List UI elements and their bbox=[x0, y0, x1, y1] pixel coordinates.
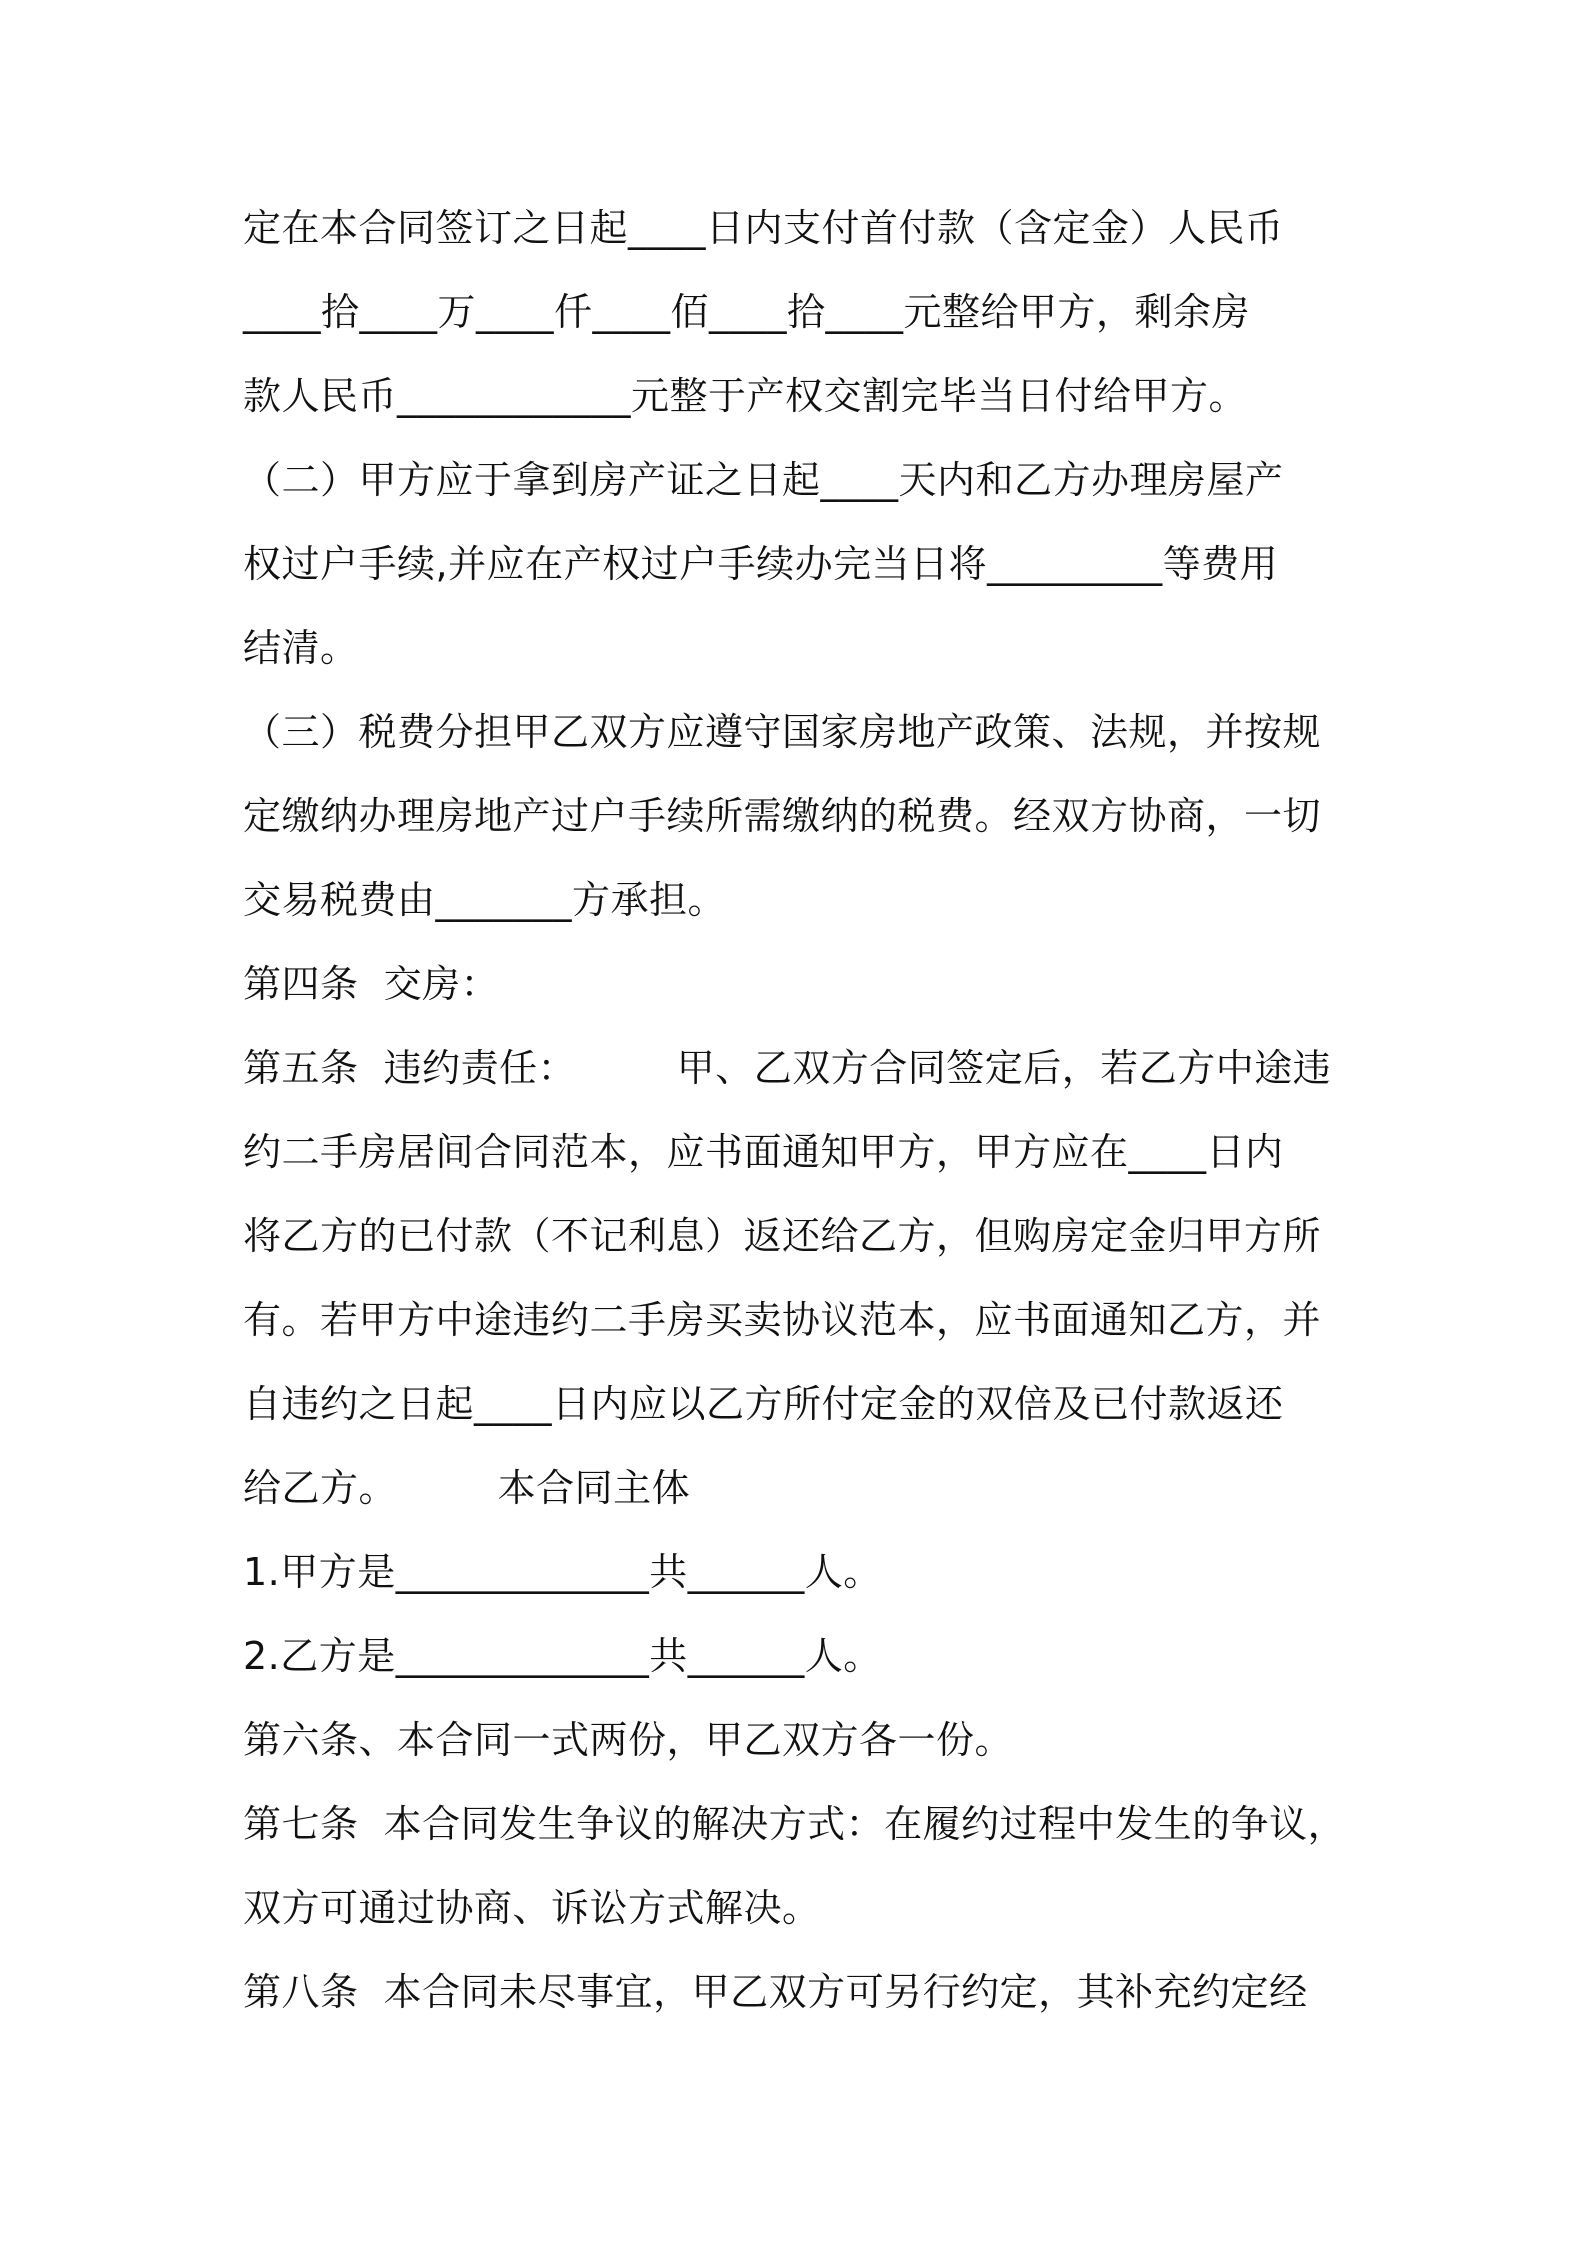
text-line: 定在本合同签订之日起____日内支付首付款（含定金）人民币 bbox=[243, 206, 1284, 250]
text-line: 约二手房居间合同范本，应书面通知甲方，甲方应在____日内 bbox=[243, 1130, 1284, 1174]
section-heading: 第五条 违约责任： 甲、乙双方合同签定后，若乙方中途违 bbox=[243, 1046, 1332, 1090]
list-item: 2.乙方是_____________共______人。 bbox=[243, 1634, 882, 1678]
text-line: （三）税费分担甲乙双方应遵守国家房地产政策、法规，并按规 bbox=[243, 710, 1322, 754]
text-line: 交易税费由_______方承担。 bbox=[243, 878, 727, 922]
section-heading: 第八条 本合同未尽事宜，甲乙双方可另行约定，其补充约定经 bbox=[243, 1970, 1308, 2014]
section-heading: 第四条 交房： bbox=[243, 962, 500, 1006]
text-line: 结清。 bbox=[243, 626, 359, 670]
text-line: 有。若甲方中途违约二手房买卖协议范本，应书面通知乙方，并 bbox=[243, 1298, 1322, 1342]
text-line: 将乙方的已付款（不记利息）返还给乙方，但购房定金归甲方所 bbox=[243, 1214, 1322, 1258]
text-line: 权过户手续,并应在产权过户手续办完当日将_________等费用 bbox=[243, 542, 1279, 586]
text-line: 自违约之日起____日内应以乙方所付定金的双倍及已付款返还 bbox=[243, 1382, 1284, 1426]
text-line: ____拾____万____仟____佰____拾____元整给甲方，剩余房 bbox=[243, 290, 1251, 334]
section-heading: 第六条、本合同一式两份，甲乙双方各一份。 bbox=[243, 1718, 1014, 1762]
list-item: 1.甲方是_____________共______人。 bbox=[243, 1550, 882, 1594]
section-heading: 第七条 本合同发生争议的解决方式：在履约过程中发生的争议， bbox=[243, 1802, 1347, 1846]
text-line: 定缴纳办理房地产过户手续所需缴纳的税费。经双方协商，一切 bbox=[243, 794, 1322, 838]
text-line: 给乙方。 本合同主体 bbox=[243, 1466, 691, 1510]
text-line: （二）甲方应于拿到房产证之日起____天内和乙方办理房屋产 bbox=[243, 458, 1284, 502]
text-line: 双方可通过协商、诉讼方式解决。 bbox=[243, 1886, 821, 1930]
text-line: 款人民币____________元整于产权交割完毕当日付给甲方。 bbox=[243, 374, 1248, 418]
